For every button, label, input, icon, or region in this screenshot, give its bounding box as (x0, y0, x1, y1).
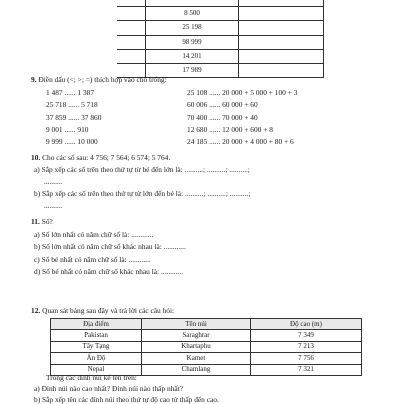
q10-a-continuation: .......... (44, 177, 63, 186)
q11-heading (31, 218, 53, 225)
table-row (117, 7, 324, 21)
q9-title: Điền dấu (<; >; =) thích hợp vào chỗ trống: (38, 75, 167, 84)
table-cell: Nepal (51, 364, 142, 375)
table-cell: Ấn Độ (51, 353, 142, 364)
q12-a: a) Đỉnh núi nào cao nhất? Đỉnh núi nào thấp nhất? (34, 384, 183, 393)
column-header: Độ cao (m) (251, 319, 362, 330)
q9-item: 25 108 ...... 20 000 + 5 000 + 100 + 3 (187, 88, 298, 97)
q12-intro: Trong các đỉnh núi kể tên trên: (46, 373, 137, 382)
q11-title: Số? (41, 217, 53, 226)
table-cell: 25 198 (146, 21, 239, 35)
q10-b-continuation: .......... (44, 201, 63, 210)
table-cell: Saraghrar (142, 330, 251, 341)
q10-number: 10. (31, 153, 41, 162)
top-number-table (117, 0, 324, 78)
table-cell: Chamlang (142, 364, 251, 375)
q11-item: b) Số lớn nhất có năm chữ số khác nhau là: ............ (34, 242, 186, 252)
q9-item: 25 718 ...... 5 718 (46, 100, 98, 110)
table-cell: 7 213 (251, 341, 362, 352)
q9-item: 9 001 ...... 910 (46, 124, 89, 134)
q10-b: b) Sắp xếp các số trên theo thứ tự từ lớn đến bé là: ..........; ..........; ..........; (34, 189, 251, 198)
table-cell: Pakistan (51, 330, 142, 341)
q10-title: Cho các số sau: 4 756; 7 564; 6 574; 5 764. (42, 153, 171, 162)
q9-item: 12 680 ...... 12 000 + 600 + 8 (187, 124, 273, 134)
table-cell: 7 349 (251, 330, 362, 341)
q9-right-column (187, 89, 297, 150)
q9-item: 37 859 ...... 37 860 (46, 112, 102, 122)
table-cell: 8 500 (146, 7, 239, 21)
q9-item: 70 400 ...... 70 000 + 40 (187, 112, 258, 122)
q9-item: 9 999 ...... 10 000 (46, 137, 98, 147)
q12-title: Quan sát bảng sau đây và trả lời các câu hỏi: (42, 306, 175, 315)
q11-item: a) Số lớn nhất có năm chữ số là: ............ (34, 230, 154, 239)
q11-number: 11. (31, 217, 40, 226)
q12-heading (31, 307, 174, 314)
q9-item: 1 487 ...... 1 387 (46, 88, 95, 97)
q9-item: 60 006 ...... 60 000 + 60 (187, 100, 258, 110)
table-row (117, 21, 324, 35)
table-row (51, 330, 362, 341)
q10-heading (31, 154, 170, 161)
q11-item: c) Số bé nhất có năm chữ số là: ............ (34, 254, 151, 264)
table-cell: 98 999 (146, 35, 239, 49)
mountain-table (50, 318, 362, 376)
table-cell: 7 756 (251, 353, 362, 364)
column-header: Địa điểm (51, 319, 142, 330)
table-row (51, 341, 362, 352)
table-cell: Kamet (142, 353, 251, 364)
q12-b: b) Sắp xếp tên các đỉnh núi theo thứ tự độ cao từ thấp đến cao. (34, 395, 219, 404)
table-header-row (51, 319, 362, 330)
table-row (117, 49, 324, 63)
q9-item: 24 185 ...... 20 000 + 4 000 + 80 + 6 (187, 137, 294, 147)
table-cell: 7 321 (251, 364, 362, 375)
table-cell: Tây Tạng (51, 341, 142, 352)
q12-number: 12. (31, 306, 41, 315)
q9-heading (31, 76, 167, 83)
table-row (117, 35, 324, 49)
table-cell: 17 989 (146, 64, 239, 78)
q9-left-column (46, 89, 101, 150)
q9-number: 9. (31, 75, 37, 84)
table-row (51, 353, 362, 364)
table-cell: Khartaphu (142, 341, 251, 352)
table-cell: 14 201 (146, 49, 239, 63)
q11-items (34, 231, 186, 280)
column-header: Tên núi (142, 319, 251, 330)
q10-a: a) Sắp xếp các số trên theo thứ tự từ bé đến lớn là: ..........; ..........; ..........; (34, 165, 250, 174)
q11-item: d) Số bé nhất có năm chữ số khác nhau là: ............ (34, 266, 184, 276)
